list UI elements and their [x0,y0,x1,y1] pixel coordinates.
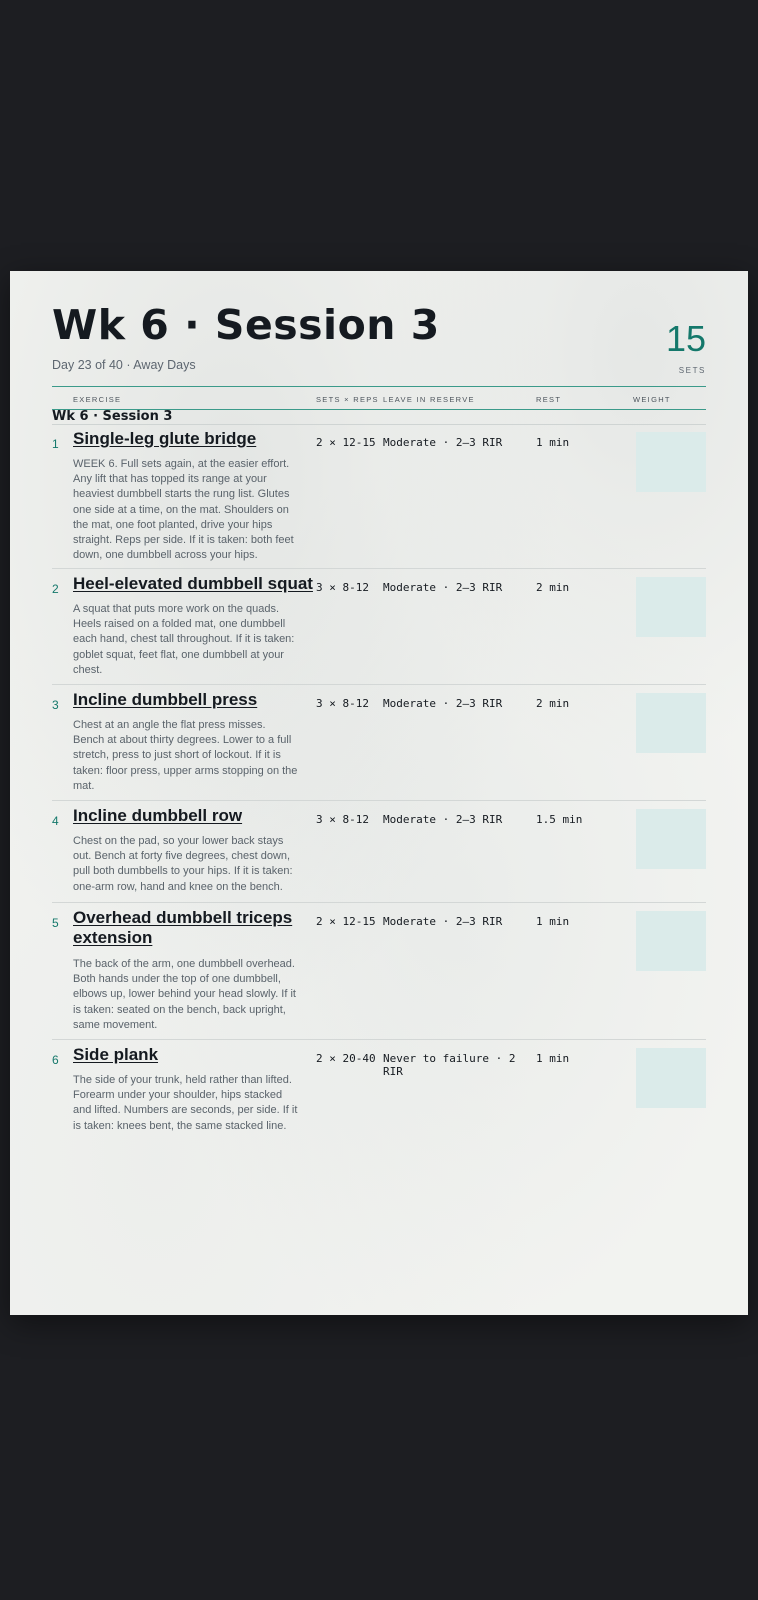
exercise-number: 2 [52,582,59,596]
exercise-row [52,569,706,685]
exercise-reserve: Moderate · 2–3 RIR [383,581,503,594]
exercise-name-link[interactable]: Single-leg glute bridge [73,429,257,448]
exercise-name-link[interactable]: Incline dumbbell press [73,690,258,709]
exercise-reserve: Moderate · 2–3 RIR [383,436,503,449]
column-header-reserve: LEAVE IN RESERVE [383,395,475,404]
exercise-row [52,1040,706,1140]
exercise-number: 1 [52,437,59,451]
exercise-row [52,685,706,801]
exercise-sets-reps: 3 × 8-12 [316,697,369,710]
exercise-rest: 1 min [536,1052,570,1065]
exercise-row [52,801,706,903]
column-header-weight: WEIGHT [633,395,671,404]
weight-input[interactable] [636,432,706,492]
exercise-name-link[interactable]: Overhead dumbbell triceps extension [73,908,293,947]
section-title: Wk 6 · Session 3 [52,409,173,424]
exercise-rest: 1 min [536,915,570,928]
exercise-description: A squat that puts more work on the quads. Heels raised on a folded mat, one dumbbell each hand, chest tall throughout. If it is taken: goblet squat, feet flat, one dumbbell at your chest. [73,603,295,676]
workout-sheet [10,271,748,1315]
exercise-rest: 1 min [536,436,570,449]
exercise-description: Chest on the pad, so your lower back stays out. Bench at forty five degrees, chest down, pull both dumbbells to your hips. If it is taken: one-arm row, hand and knee on the bench. [73,835,293,893]
exercise-sets-reps: 3 × 8-12 [316,813,369,826]
exercise-sets-reps: 2 × 20-40 [316,1052,376,1065]
column-header-rest: REST [536,395,562,404]
exercise-name-link[interactable]: Heel-elevated dumbbell squat [73,574,313,593]
exercise-rest: 2 min [536,697,570,710]
exercise-sets-reps: 2 × 12-15 [316,436,376,449]
exercise-row [52,424,706,569]
exercise-description: The side of your trunk, held rather than lifted. Forearm under your shoulder, hips stacked and lifted. Numbers are seconds, per side. If it is taken: knees bent, the same stacked line. [73,1074,298,1132]
sets-count: 15 [665,318,706,359]
weight-input[interactable] [636,809,706,869]
exercise-reserve: Moderate · 2–3 RIR [383,813,503,826]
exercise-name-link[interactable]: Incline dumbbell row [73,806,243,825]
exercise-number: 4 [52,814,59,828]
exercise-reserve: Moderate · 2–3 RIR [383,915,503,928]
header-divider [52,386,706,387]
sets-label: SETS [678,366,706,375]
weight-input[interactable] [636,1048,706,1108]
exercise-number: 5 [52,916,59,930]
exercise-number: 3 [52,698,59,712]
column-header-exercise: EXERCISE [73,395,122,404]
exercise-description: The back of the arm, one dumbbell overhead. Both hands under the top of one dumbbell, elbows up, lower behind your head slowly. If it is taken: seated on the bench, back upright, same movement. [73,958,296,1031]
exercise-name-link[interactable]: Side plank [73,1045,159,1064]
exercise-sets-reps: 3 × 8-12 [316,581,369,594]
exercise-row [52,903,706,1040]
weight-input[interactable] [636,577,706,637]
exercise-reserve: Moderate · 2–3 RIR [383,697,503,710]
weight-input[interactable] [636,911,706,971]
page-subtitle: Day 23 of 40 · Away Days [52,358,196,372]
exercise-description: WEEK 6. Full sets again, at the easier effort. Any lift that has topped its range at your heaviest dumbbell starts the rung list. Glutes one side at a time, on the mat. Shoulders on the mat, one foot planted, drive your hips straight. Reps per side. If it is taken: both feet down, one dumbbell across your hips. [73,458,294,562]
exercise-sets-reps: 2 × 12-15 [316,915,376,928]
page-title: Wk 6 · Session 3 [52,301,440,349]
weight-input[interactable] [636,693,706,753]
exercise-rest: 1.5 min [536,813,583,826]
exercise-reserve: Never to failure · 2 RIR [383,1052,516,1078]
exercise-number: 6 [52,1053,59,1067]
exercise-description: Chest at an angle the flat press misses. Bench at about thirty degrees. Lower to a full stretch, press to just short of lockout. If it is taken: floor press, upper arms stopping on the mat. [73,719,298,792]
column-header-sets-reps: SETS × REPS [316,395,379,404]
exercise-rest: 2 min [536,581,570,594]
